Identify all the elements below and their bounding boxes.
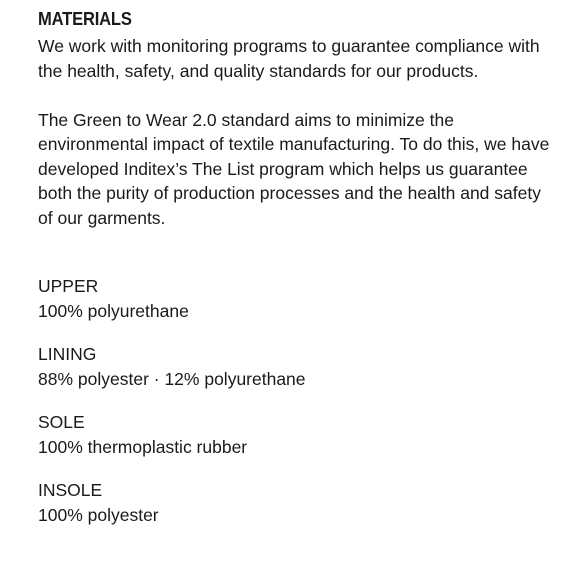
materials-page (38, 8, 558, 546)
materials-paragraph-green-to-wear: The Green to Wear 2.0 standard aims to minimize the environmental impact of textile manufacturing. To do this, we have developed Inditex’s The List program which helps us guarantee both the purity of production processes and the health and safety of our garments. (38, 109, 550, 228)
composition-value: 100% thermoplastic rubber (38, 436, 248, 457)
composition-label: INSOLE (38, 480, 103, 500)
composition-value: 88% polyester · 12% polyurethane (38, 368, 306, 389)
composition-item-upper (38, 274, 558, 323)
materials-paragraph-monitoring: We work with monitoring programs to guarantee compliance with the health, safety, and quality standards for our products. (38, 36, 540, 81)
composition-value: 100% polyester (38, 504, 159, 525)
composition-label: LINING (38, 344, 97, 364)
composition-label: UPPER (38, 276, 99, 296)
composition-item-lining (38, 342, 558, 391)
composition-item-sole (38, 410, 558, 459)
composition-label: SOLE (38, 412, 85, 432)
materials-title: MATERIALS (38, 9, 132, 29)
composition-list (38, 274, 558, 527)
composition-item-insole (38, 478, 558, 527)
composition-value: 100% polyurethane (38, 300, 189, 321)
